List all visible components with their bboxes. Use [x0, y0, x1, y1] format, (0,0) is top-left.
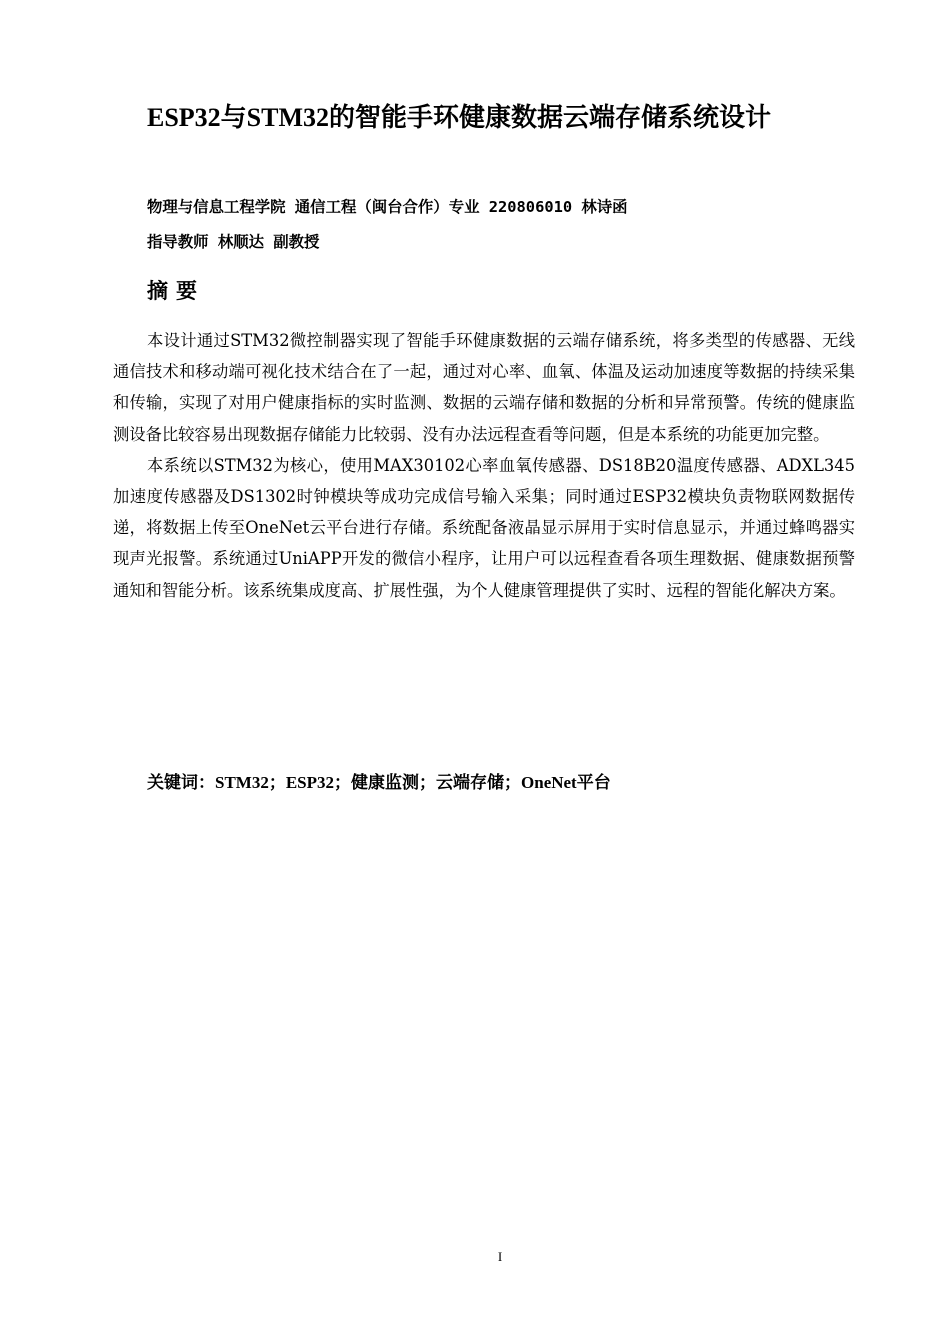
page-number: I — [497, 1249, 503, 1264]
author-line: 物理与信息工程学院 通信工程（闽台合作）专业 220806010 林诗函 — [147, 198, 628, 216]
abstract-paragraph: 本系统以STM32为核心，使用MAX30102心率血氧传感器、DS18B20温度传感器、ADXL345加速度传感器及DS1302时钟模块等成功完成信号输入采集；同时通过ESP32模块负责物联网数据传递，将数据上传至OneNet云平台进行存储。系统配备液晶显示屏用于实时信息显示，并通过蜂鸣器实现声光报警。系统通过UniAPP开发的微信小程序，让用户可以远程查看各项生理数据、健康数据预警通知和智能分析。该系统集成度高、扩展性强，为个人健康管理提供了实时、远程的智能化解决方案。 — [113, 455, 855, 600]
abstract-heading: 摘要 — [147, 279, 205, 303]
abstract-paragraph: 本设计通过STM32微控制器实现了智能手环健康数据的云端存储系统，将多类型的传感器、无线通信技术和移动端可视化技术结合在了一起，通过对心率、血氧、体温及运动加速度等数据的持续采集和传输，实现了对用户健康指标的实时监测、数据的云端存储和数据的分析和异常预警。传统的健康监测设备比较容易出现数据存储能力比较弱、没有办法远程查看等问题，但是本系统的功能更加完整。 — [113, 331, 855, 444]
abstract-body — [113, 325, 855, 606]
document-title: ESP32与STM32的智能手环健康数据云端存储系统设计 — [147, 103, 772, 132]
keywords-line: 关键词：STM32；ESP32；健康监测；云端存储；OneNet平台 — [147, 773, 611, 792]
advisor-line: 指导教师 林顺达 副教授 — [147, 233, 320, 251]
